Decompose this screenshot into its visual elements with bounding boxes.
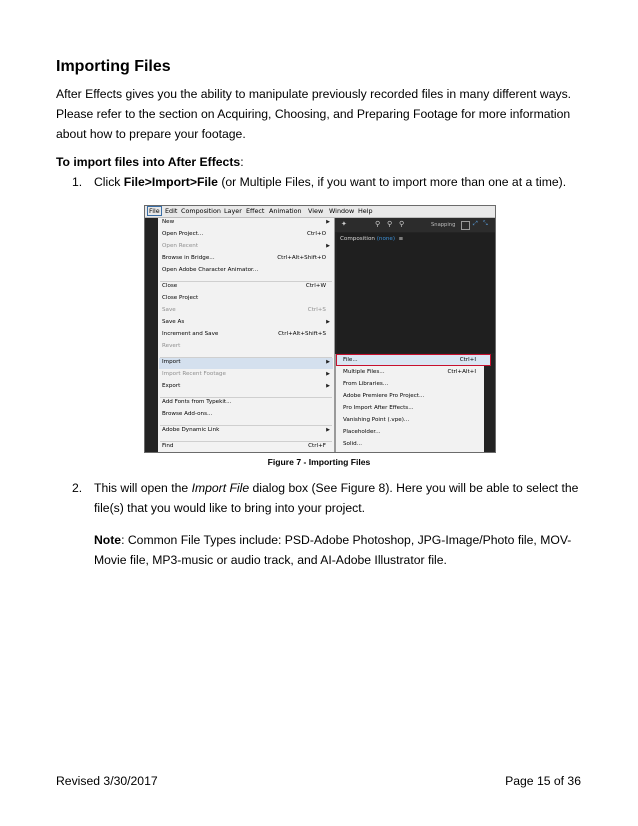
- step-2-italic: Import File: [191, 481, 250, 495]
- subheading-colon: :: [240, 155, 244, 169]
- menu-item-new[interactable]: New: [162, 219, 175, 225]
- menu-bar: [145, 206, 495, 218]
- menu-item-adobe-dynamic-link[interactable]: Adobe Dynamic Link: [162, 427, 220, 433]
- menu-item-import-recent-footage: Import Recent Footage: [162, 371, 226, 377]
- menubar-animation[interactable]: Animation: [269, 207, 302, 215]
- menu-item-import[interactable]: Import: [162, 359, 181, 365]
- submenu-arrow-icon: ▶: [326, 219, 330, 225]
- step-1-bold: File>Import>File: [123, 175, 218, 189]
- composition-value: (none): [376, 236, 396, 242]
- menubar-edit[interactable]: Edit: [165, 207, 178, 215]
- menu-item-find[interactable]: Find: [162, 443, 174, 449]
- menu-item-increment-and-save[interactable]: Increment and Save: [162, 331, 219, 337]
- submenu-arrow-icon: ▶: [326, 359, 330, 365]
- menu-item-browse-add-ons[interactable]: Browse Add-ons...: [162, 411, 213, 417]
- intro-paragraph: After Effects gives you the ability to manipulate previously recorded files in many different ways. Please refer to the section on Acquiring, Choosing, and Preparing Footage for more information about how to prepare your footage.: [56, 87, 572, 141]
- step-2-post: dialog box (See Figure 8). Here you will be able to select the file(s) that you would like to bring into your project.: [94, 481, 579, 515]
- import-submenu: [335, 354, 484, 452]
- menu-item-export[interactable]: Export: [162, 383, 181, 389]
- menu-item-save: Save: [162, 307, 176, 313]
- menu-separator: [160, 441, 332, 442]
- menubar-view[interactable]: View: [308, 207, 324, 215]
- shortcut-open-project: Ctrl+O: [306, 231, 326, 237]
- menu-item-close-project[interactable]: Close Project: [162, 295, 199, 301]
- pin-icon: ✦: [341, 220, 347, 228]
- footer-page-number: Page 15 of 36: [505, 774, 581, 788]
- menu-item-add-fonts-from-typekit[interactable]: Add Fonts from Typekit...: [162, 399, 232, 405]
- menu-separator: [160, 425, 332, 426]
- menu-separator: [160, 397, 332, 398]
- snap-options-icon-2: ⤡: [483, 220, 488, 227]
- snapping-label: Snapping: [431, 222, 456, 228]
- submenu-item-adobe-premiere-pro-project[interactable]: Adobe Premiere Pro Project...: [343, 393, 425, 399]
- menubar-window[interactable]: Window: [329, 207, 355, 215]
- shortcut-increment-and-save: Ctrl+Alt+Shift+S: [278, 331, 326, 337]
- shortcut-browse-in-bridge: Ctrl+Alt+Shift+O: [277, 255, 326, 261]
- snap-options-icon: ⤢: [473, 220, 478, 227]
- shortcut-multiple-files: Ctrl+Alt+I: [447, 369, 476, 375]
- submenu-item-solid[interactable]: Solid...: [343, 441, 362, 447]
- menu-separator: [160, 281, 332, 282]
- step-1-text: [94, 172, 566, 192]
- note-label: Note: [94, 533, 122, 547]
- footer-revised-date: Revised 3/30/2017: [56, 774, 158, 788]
- composition-panel: [337, 233, 495, 353]
- shortcut-file: Ctrl+I: [459, 357, 476, 363]
- file-menu: [158, 218, 335, 452]
- importing-files-screenshot: [144, 205, 496, 453]
- submenu-item-vanishing-point-vpe[interactable]: Vanishing Point (.vpe)...: [343, 417, 410, 423]
- composition-label: Composition: [340, 236, 375, 242]
- menubar-effect[interactable]: Effect: [246, 207, 265, 215]
- step-2-pre: This will open the: [94, 481, 192, 495]
- puppet-overlap-icon: ⚲: [399, 220, 405, 228]
- step-2-number: 2.: [72, 481, 83, 495]
- menu-item-open-project[interactable]: Open Project...: [162, 231, 204, 237]
- puppet-pin-icon: ⚲: [375, 220, 381, 228]
- step-1-post: (or Multiple Files, if you want to import more than one at a time).: [217, 175, 567, 189]
- toolbar: [335, 218, 495, 232]
- step-1-pre: Click: [94, 175, 124, 189]
- submenu-item-from-libraries[interactable]: From Libraries...: [343, 381, 389, 387]
- submenu-arrow-icon: ▶: [326, 371, 330, 377]
- figure-caption: Figure 7 - Importing Files: [267, 457, 371, 467]
- submenu-item-placeholder[interactable]: Placeholder...: [343, 429, 381, 435]
- note-paragraph: [94, 530, 584, 570]
- subheading-text: To import files into After Effects: [56, 155, 241, 169]
- menubar-layer[interactable]: Layer: [224, 207, 242, 215]
- menu-item-open-adobe-character-animator[interactable]: Open Adobe Character Animator...: [162, 267, 259, 273]
- menu-item-revert: Revert: [162, 343, 181, 349]
- submenu-item-multiple-files[interactable]: Multiple Files...: [343, 369, 385, 375]
- snapping-checkbox: [461, 221, 470, 230]
- submenu-item-file[interactable]: File...: [343, 357, 358, 363]
- submenu-arrow-icon: ▶: [326, 427, 330, 433]
- import-highlight: [159, 358, 333, 369]
- subheading: [56, 152, 244, 172]
- panel-menu-icon: ≡: [398, 236, 404, 242]
- note-text: : Common File Types include: PSD-Adobe Photoshop, JPG-Image/Photo file, MOV-Movie file, MP3-music or audio track, and AI-Adobe Illustrator file.: [94, 533, 572, 567]
- shortcut-find: Ctrl+F: [308, 443, 326, 449]
- step-2-text: [94, 478, 592, 518]
- composition-header: [340, 236, 403, 242]
- menubar-composition[interactable]: Composition: [181, 207, 221, 215]
- menu-item-browse-in-bridge[interactable]: Browse in Bridge...: [162, 255, 215, 261]
- shortcut-save: Ctrl+S: [307, 307, 326, 313]
- menubar-file[interactable]: File: [149, 207, 160, 215]
- submenu-arrow-icon: ▶: [326, 383, 330, 389]
- menubar-help[interactable]: Help: [358, 207, 373, 215]
- submenu-arrow-icon: ▶: [326, 319, 330, 325]
- step-1-number: 1.: [72, 175, 83, 189]
- section-heading: Importing Files: [56, 58, 171, 75]
- submenu-arrow-icon: ▶: [326, 243, 330, 249]
- shortcut-close: Ctrl+W: [305, 283, 326, 289]
- menu-item-close[interactable]: Close: [162, 283, 178, 289]
- menu-item-save-as[interactable]: Save As: [162, 319, 185, 325]
- puppet-starch-icon: ⚲: [387, 220, 393, 228]
- submenu-item-pro-import-after-effects[interactable]: Pro Import After Effects...: [343, 405, 414, 411]
- menu-item-open-recent: Open Recent: [162, 243, 199, 249]
